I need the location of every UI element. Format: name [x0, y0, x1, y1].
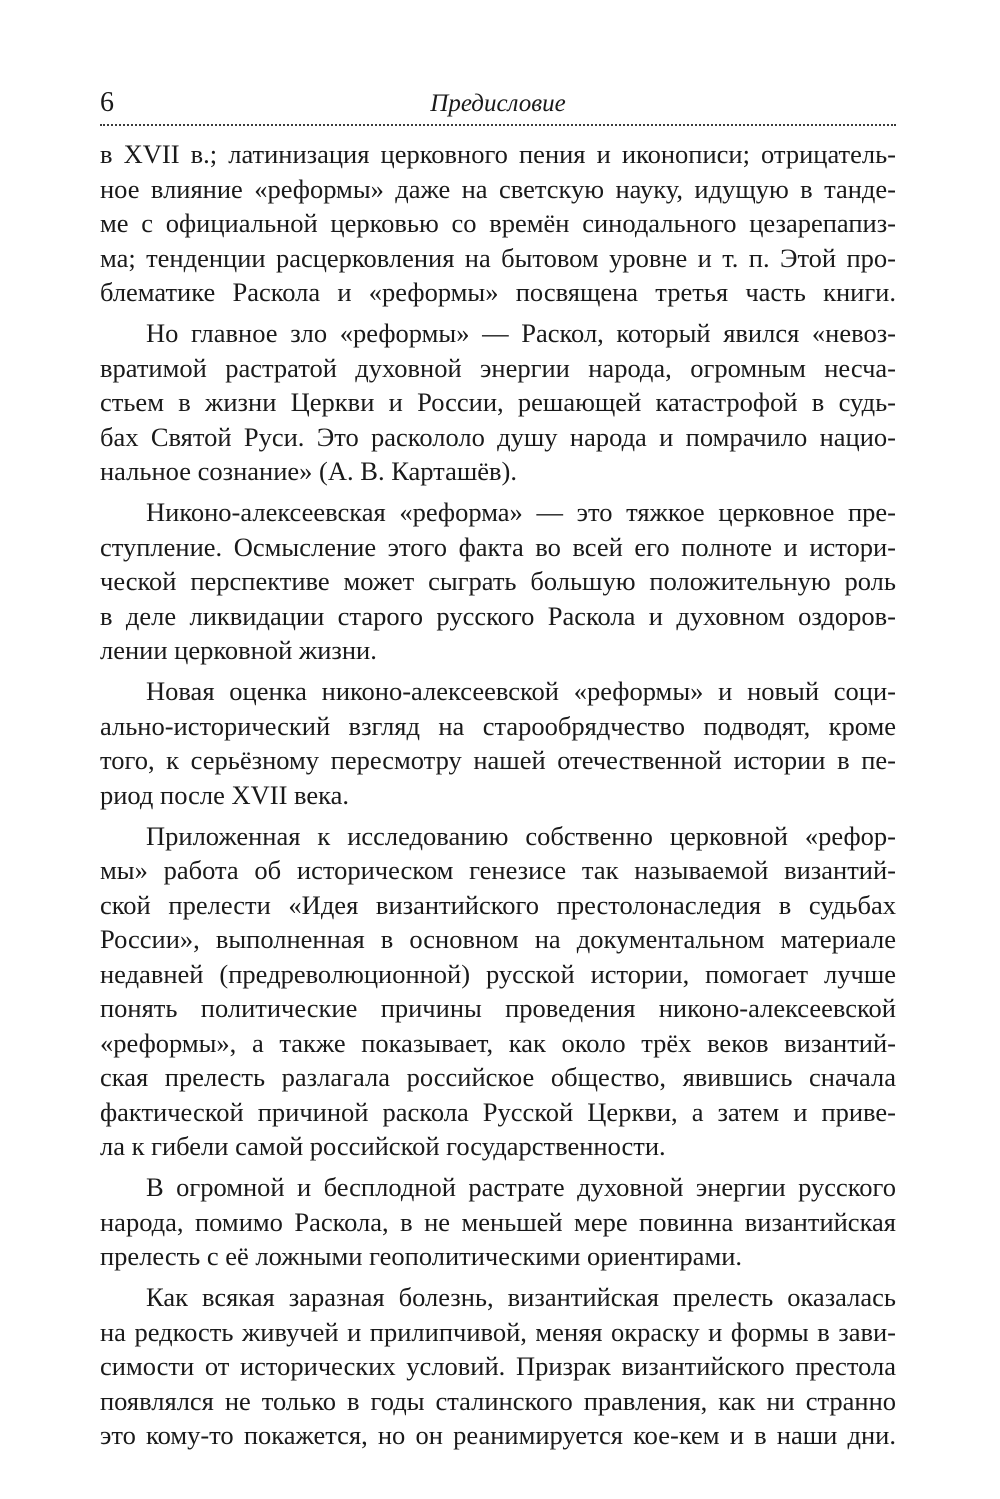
- text-line: В огромной и бесплодной растрате духовной энергии русского: [146, 1172, 896, 1202]
- text-line: вратимой растратой духовной энергии народа, огромным несча-: [100, 352, 896, 383]
- text-line: симости от исторических условий. Призрак византийского престола: [100, 1351, 896, 1381]
- text-line: появлялся не только в годы сталинского правления, как ни странно: [100, 1385, 896, 1416]
- paragraph: [100, 819, 896, 1164]
- running-head: [100, 82, 896, 126]
- text-line: прелесть с её ложными геополитическими ориентирами.: [100, 1241, 743, 1271]
- text-line: Приложенная к исследованию собственно церковной «рефор-: [146, 820, 896, 851]
- text-line: ская прелесть разлагала российское общество, явившись сначала: [100, 1062, 896, 1092]
- text-line: понять политические причины проведения никоно-алексеевской: [100, 993, 896, 1023]
- body-text: [100, 137, 896, 1453]
- paragraph: [100, 1280, 896, 1453]
- paragraph: [100, 495, 896, 668]
- section-title: Предисловие: [430, 90, 566, 117]
- paragraph-continuation: [100, 137, 896, 310]
- page-number: 6: [100, 87, 114, 118]
- text-line: недавней (предреволюционной) русской истории, помогает лучше: [100, 958, 896, 989]
- text-line: ально-исторический взгляд на старообрядчество подводят, кроме: [100, 710, 896, 741]
- text-line: фактической причиной раскола Русской Церкви, а затем и приве-: [100, 1096, 896, 1127]
- paragraph: [100, 1170, 896, 1274]
- paragraph: [100, 316, 896, 489]
- text-line: риод после XVII века.: [100, 779, 350, 810]
- text-line: мы» работа об историческом генезисе так называемой византий-: [100, 855, 896, 885]
- book-page: [100, 82, 896, 1453]
- text-line: Но главное зло «реформы» — Раскол, который явился «невоз-: [146, 318, 896, 348]
- text-line: на редкость живучей и прилипчивой, меняя окраску и формы в зави-: [100, 1316, 896, 1347]
- text-line: нальное сознание» (А. В. Карташёв).: [100, 456, 517, 486]
- text-line: ма; тенденции расцерковления на бытовом уровне и т. п. Этой про-: [100, 242, 896, 273]
- text-line: ме с официальной церковью со времён синодального цезарепапиз-: [100, 208, 896, 238]
- text-line: ской прелести «Идея византийского престолонаследия в судьбах: [100, 889, 896, 920]
- text-line: Как всякая заразная болезнь, византийская прелесть оказалась: [146, 1282, 896, 1312]
- text-line: «реформы», а также показывает, как около трёх веков византий-: [100, 1027, 896, 1058]
- text-line: ческой перспективе может сыграть большую положительную роль: [100, 566, 896, 596]
- text-line: это кому-то покажется, но он реанимируется кое-кем и в наши дни.: [100, 1420, 896, 1450]
- text-line: России», выполненная в основном на документальном материале: [100, 924, 896, 954]
- text-line: народа, помимо Раскола, в не меньшей мере повинна византийская: [100, 1206, 896, 1237]
- text-line: ла к гибели самой российской государственности.: [100, 1131, 666, 1161]
- text-line: бах Святой Руси. Это раскололо душу народа и помрачило нацио-: [100, 421, 896, 452]
- text-line: Никоно-алексеевская «реформа» — это тяжкое церковное пре-: [146, 497, 896, 527]
- text-line: лении церковной жизни.: [100, 635, 377, 665]
- text-line: Новая оценка никоно-алексеевской «реформы» и новый соци-: [146, 676, 896, 706]
- text-line: в деле ликвидации старого русского Раскола и духовном оздоров-: [100, 600, 896, 631]
- text-line: в XVII в.; латинизация церковного пения и иконописи; отрицатель-: [100, 139, 896, 169]
- text-line: того, к серьёзному пересмотру нашей отечественной истории в пе-: [100, 745, 896, 775]
- text-line: ное влияние «реформы» даже на светскую науку, идущую в танде-: [100, 173, 896, 204]
- text-line: ступление. Осмысление этого факта во всей его полноте и истори-: [100, 531, 896, 562]
- text-line: блематике Раскола и «реформы» посвящена третья часть книги.: [100, 277, 896, 307]
- text-line: стьем в жизни Церкви и России, решающей катастрофой в судь-: [100, 387, 896, 417]
- paragraph: [100, 674, 896, 812]
